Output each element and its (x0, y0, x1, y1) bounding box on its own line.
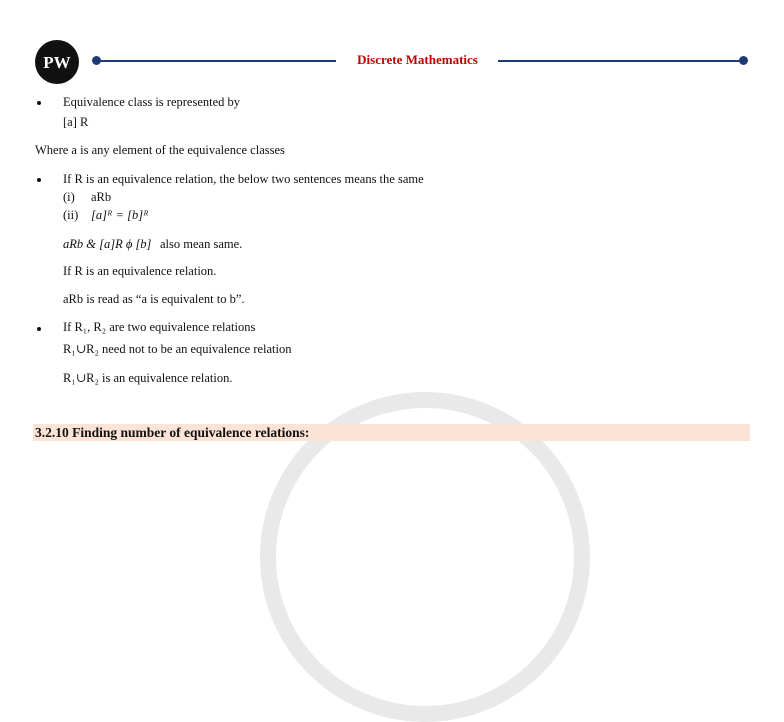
bullet-2 (37, 178, 41, 182)
sub-item-ii-text: [a]ᴿ = [b]ᴿ (91, 208, 149, 222)
logo-text: PW (43, 52, 71, 72)
header-right-dot (739, 56, 748, 65)
bullet-1 (37, 101, 41, 105)
bullet-3 (37, 327, 41, 331)
section-heading: 3.2.10 Finding number of equivalence relations: (33, 424, 750, 441)
header-rule-left (96, 60, 336, 62)
formula-line: aRb & [a]R ϕ [b] (63, 237, 152, 251)
header-title: Discrete Mathematics (357, 52, 478, 67)
bullet-1-line-2: [a] R (63, 115, 89, 129)
read-as-line: aRb is read as “a is equivalent to b”. (63, 292, 245, 306)
if-equivalence-line: If R is an equivalence relation. (63, 264, 217, 278)
bullet-2-line-1: If R is an equivalence relation, the below two sentences means the same (63, 172, 424, 186)
watermark-logo (260, 392, 590, 722)
header-rule-right (498, 60, 742, 62)
paragraph-where: Where a is any element of the equivalence classes (35, 143, 285, 157)
sub-item-ii-number: (ii) (63, 208, 79, 222)
sub-item-i-number: (i) (63, 190, 75, 204)
bullet-1-line-1: Equivalence class is represented by (63, 95, 241, 109)
bullet-3-line-3: R₁∪R₂ is an equivalence relation. (63, 371, 233, 385)
pw-logo (35, 40, 79, 84)
bullet-3-line-1: If R₁, R₂ are two equivalence relations (63, 320, 256, 334)
bullet-3-line-2: R₁∪R₂ need not to be an equivalence relation (63, 342, 292, 356)
formula-line-tail: also mean same. (160, 237, 243, 251)
sub-item-i-text: aRb (91, 190, 112, 204)
